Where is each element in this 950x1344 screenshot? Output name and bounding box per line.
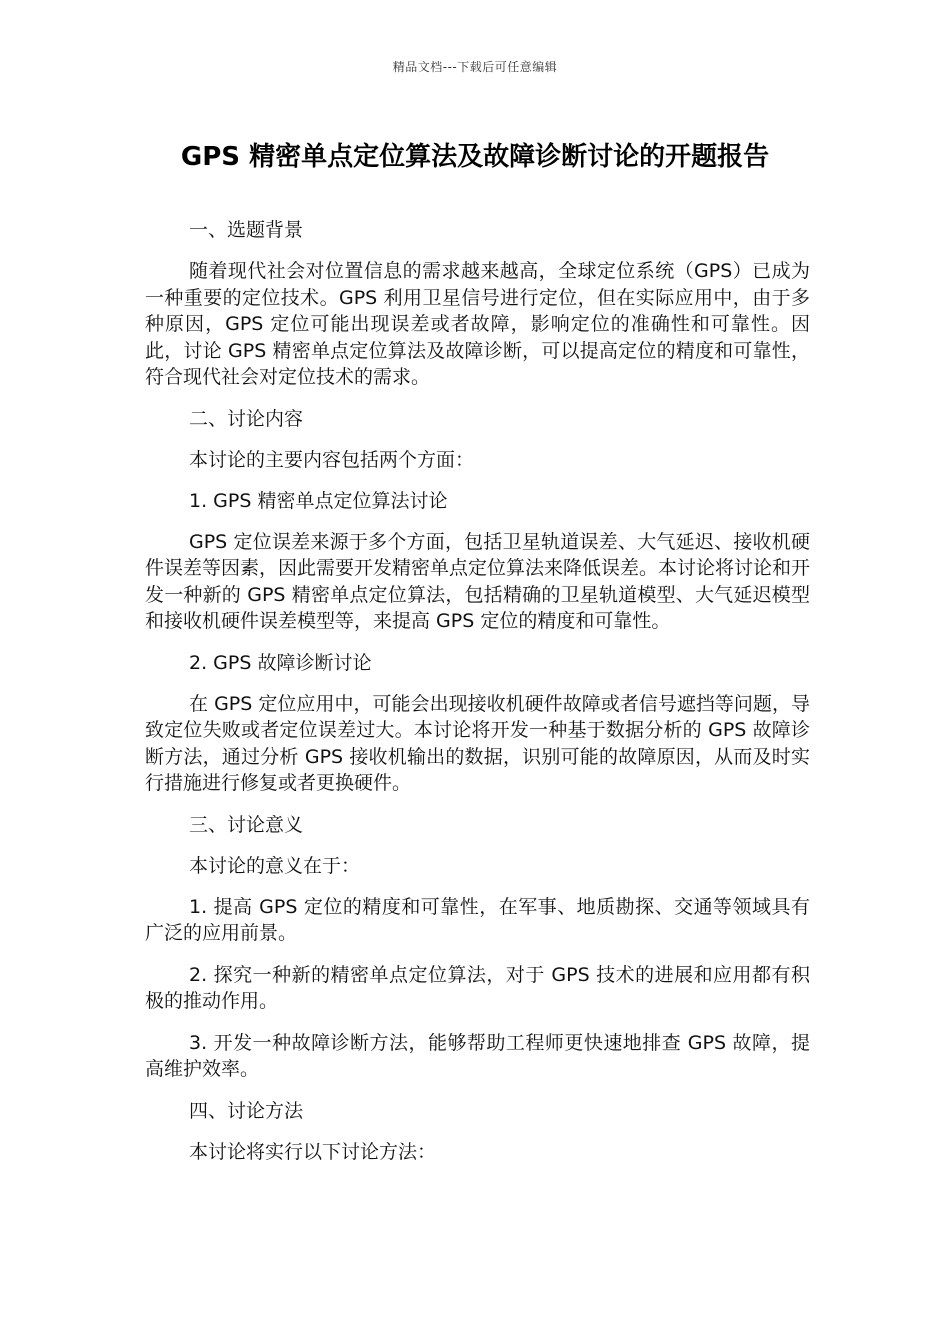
list-item-significance-3: 3. 开发一种故障诊断方法，能够帮助工程师更快速地排查 GPS 故障，提高维护效率。 <box>145 1031 810 1080</box>
section-heading-significance: 三、讨论意义 <box>189 813 304 836</box>
page-header-watermark: 精品文档---下载后可任意编辑 <box>392 60 558 74</box>
paragraph-algorithm: GPS 定位误差来源于多个方面，包括卫星轨道误差、大气延迟、接收机硬件误差等因素，因此需要开发精密单点定位算法来降低误差。本讨论将讨论和开发一种新的 GPS 精密单点定位算法，包括精确的卫星轨道模型、大气延迟模型和接收机硬件误差模型等，来提高 GPS 定位的精度和可靠性。 <box>145 530 811 632</box>
section-heading-methods: 四、讨论方法 <box>189 1099 304 1122</box>
subheading-algorithm: 1. GPS 精密单点定位算法讨论 <box>189 489 448 512</box>
document-body <box>145 217 810 1180</box>
paragraph-background: 随着现代社会对位置信息的需求越来越高，全球定位系统（GPS）已成为一种重要的定位技术。GPS 利用卫星信号进行定位，但在实际应用中，由于多种原因，GPS 定位可能出现误差或者故障，影响定位的准确性和可靠性。因此，讨论 GPS 精密单点定位算法及故障诊断，可以提高定位的精度和可靠性，符合现代社会对定位技术的需求。 <box>145 260 810 388</box>
list-item-significance-2: 2. 探究一种新的精密单点定位算法，对于 GPS 技术的进展和应用都有积极的推动作用。 <box>145 963 810 1012</box>
section-heading-content: 二、讨论内容 <box>189 407 304 430</box>
document-title: GPS 精密单点定位算法及故障诊断讨论的开题报告 <box>180 142 770 172</box>
paragraph-content-intro: 本讨论的主要内容包括两个方面： <box>189 448 475 471</box>
paragraph-fault-diagnosis: 在 GPS 定位应用中，可能会出现接收机硬件故障或者信号遮挡等问题，导致定位失败或者定位误差过大。本讨论将开发一种基于数据分析的 GPS 故障诊断方法，通过分析 GPS 接收机输出的数据，识别可能的故障原因，从而及时实行措施进行修复或者更换硬件。 <box>145 692 810 794</box>
subheading-fault-diagnosis: 2. GPS 故障诊断讨论 <box>189 651 372 674</box>
paragraph-significance-intro: 本讨论的意义在于： <box>189 854 361 877</box>
list-item-significance-1: 1. 提高 GPS 定位的精度和可靠性，在军事、地质勘探、交通等领域具有广泛的应用前景。 <box>145 895 810 944</box>
paragraph-methods-intro: 本讨论将实行以下讨论方法： <box>189 1140 437 1163</box>
section-heading-background: 一、选题背景 <box>189 219 304 241</box>
